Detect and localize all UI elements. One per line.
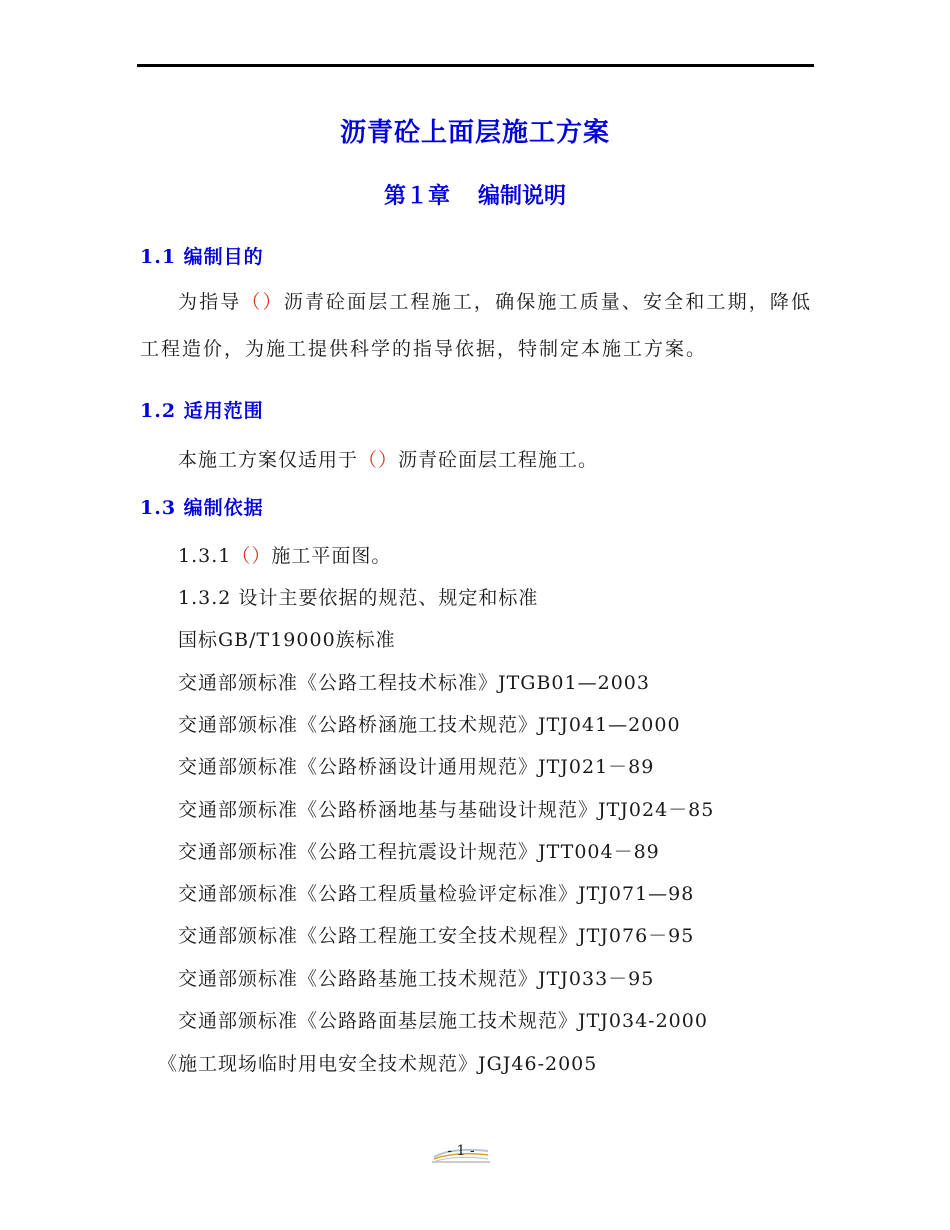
standard-item: 交通部颁标准《公路工程施工安全技术规程》JTJ076－95 [178,925,695,947]
standard-item: 交通部颁标准《公路桥涵地基与基础设计规范》JTJ024－85 [178,799,715,821]
placeholder-paren: （） [241,291,284,313]
standard-item: 交通部颁标准《公路桥涵设计通用规范》JTJ021－89 [178,756,655,778]
standard-item: 《施工现场临时用电安全技术规范》JGJ46-2005 [158,1053,598,1075]
page-number: - 1 - [447,1143,475,1159]
standard-item: 交通部颁标准《公路工程抗震设计规范》JTT004－89 [178,841,660,863]
standard-item: 交通部颁标准《公路路面基层施工技术规范》JTJ034-2000 [178,1010,708,1032]
paragraph-text: 沥青砼面层工程施工，确保施工质量、安全和工期，降低工程造价，为施工提供科学的指导依据，特制定本施工方案。 [140,291,812,360]
chapter-name: 编制说明 [478,183,567,209]
paragraph-text: 本施工方案仅适用于 [178,449,359,471]
chapter-heading [0,179,950,210]
section-heading-1-1: 1.1 编制目的 [140,246,264,268]
section-heading-1-2: 1.2 适用范围 [140,400,264,422]
chapter-number: 第１章 [383,183,450,209]
standard-item: 交通部颁标准《公路桥涵施工技术规范》JTJ041—2000 [178,714,681,736]
header-rule [137,64,814,67]
paragraph-text: 为指导 [178,291,242,313]
basis-item-1-3-2: 1.3.2 设计主要依据的规范、规定和标准 [178,587,539,609]
standard-item: 交通部颁标准《公路工程技术标准》JTGB01—2003 [178,672,650,694]
section-1-2-paragraph [178,445,598,472]
placeholder-paren: （） [358,449,399,471]
section-heading-1-3: 1.3 编制依据 [140,497,264,519]
item-text: 施工平面图。 [271,545,392,567]
section-1-1-paragraph [140,279,812,373]
paragraph-text: 沥青砼面层工程施工。 [398,449,599,471]
standard-item: 交通部颁标准《公路路基施工技术规范》JTJ033－95 [178,968,655,990]
standard-item: 交通部颁标准《公路工程质量检验评定标准》JTJ071—98 [178,883,695,905]
standard-item: 国标GB/T19000族标准 [178,629,396,651]
item-number: 1.3.1 [178,545,232,567]
placeholder-paren: （） [231,545,272,567]
basis-item-1-3-1 [178,541,391,568]
page-footer [432,1141,490,1163]
document-title: 沥青砼上面层施工方案 [339,118,610,148]
